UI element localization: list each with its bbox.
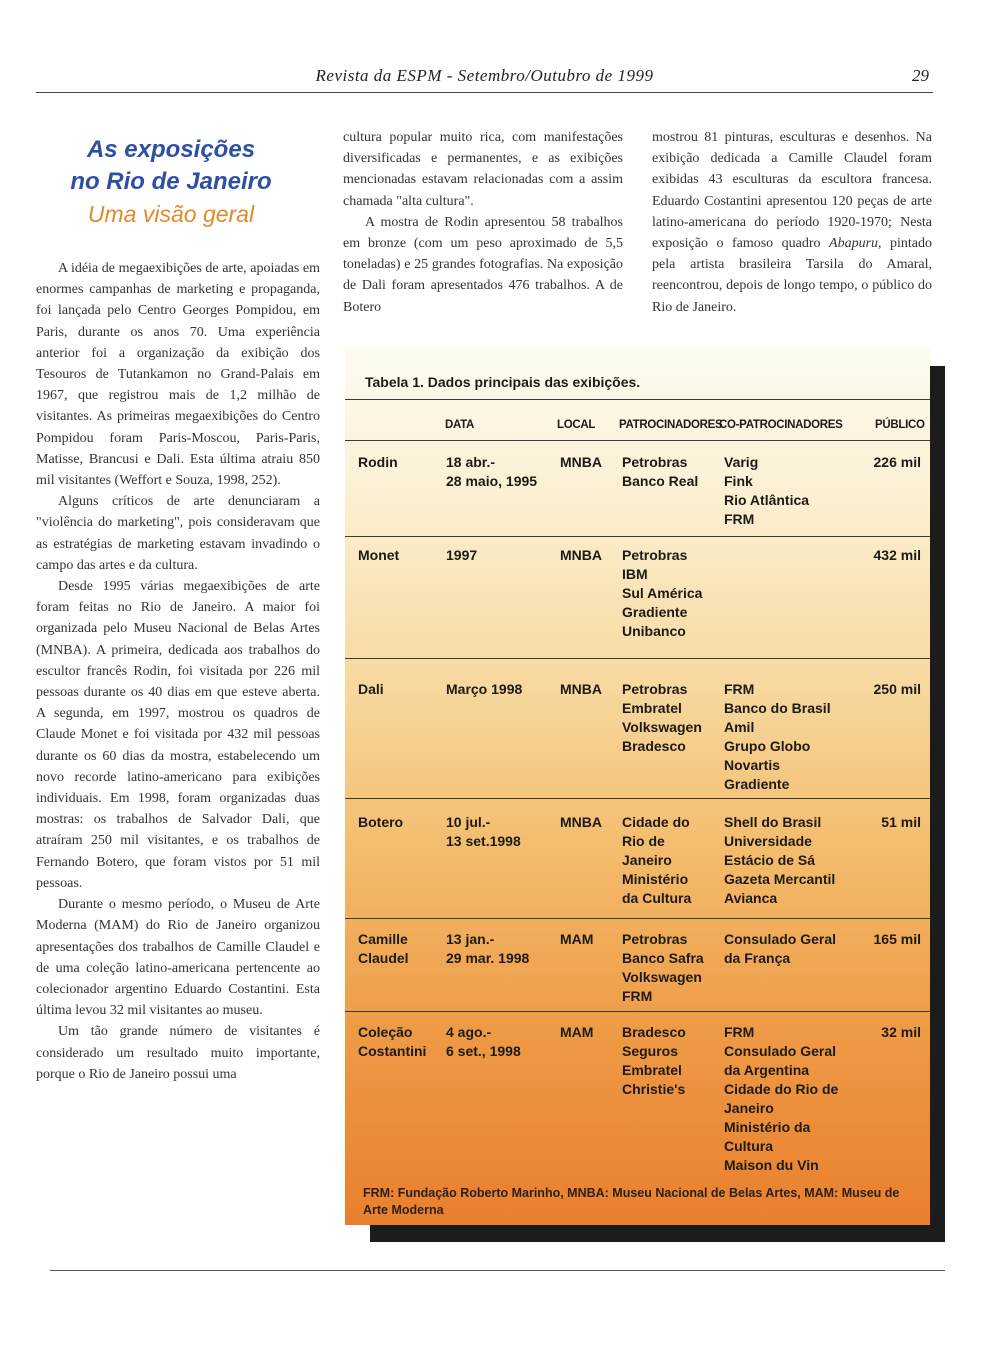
article-title-line-1: As exposições bbox=[86, 136, 256, 163]
row-divider bbox=[345, 1011, 930, 1012]
cell-line: Universidade bbox=[724, 833, 812, 849]
page-number: 29 bbox=[912, 66, 929, 85]
cell-name bbox=[358, 546, 399, 565]
cell-line: Rio de bbox=[622, 833, 665, 849]
cell-line: FRM bbox=[724, 681, 755, 697]
cell-public: 32 mil bbox=[881, 1024, 921, 1040]
cell-name bbox=[358, 453, 398, 472]
cell-sponsors bbox=[622, 546, 702, 641]
cell-line: da Argentina bbox=[724, 1062, 810, 1078]
journal-title: Revista da ESPM - Setembro/Outubro de 1999 bbox=[315, 66, 654, 85]
cell-line: Embratel bbox=[622, 1062, 682, 1078]
text-column-3 bbox=[652, 127, 932, 318]
cell-line: Claudel bbox=[358, 950, 409, 966]
cell-line: Março 1998 bbox=[446, 681, 523, 697]
cell-line: Cidade do Rio de bbox=[724, 1081, 839, 1097]
cell-line: Ministério da bbox=[724, 1119, 811, 1135]
cell-name bbox=[358, 813, 403, 832]
cell-local: MNBA bbox=[560, 547, 602, 563]
cell-line: da Cultura bbox=[622, 890, 692, 906]
cell-line: Volkswagen bbox=[622, 969, 702, 985]
cell-name bbox=[358, 680, 384, 699]
cell-line: Camille bbox=[358, 931, 408, 947]
paragraph: A mostra de Rodin apresentou 58 trabalhos em bronze (com um peso aproximado de 5,5 toneladas) e 25 grandes fotografias. Na exposição de Dali foram apresentados 476 trabalhos. A de Botero bbox=[343, 214, 623, 315]
cell-line: Consulado Geral bbox=[724, 931, 837, 947]
table-rule bbox=[345, 399, 930, 400]
cell-line: Gazeta Mercantil bbox=[724, 871, 836, 887]
cell-line: Petrobras bbox=[622, 681, 688, 697]
cell-cosponsors bbox=[724, 930, 836, 968]
cell-local: MNBA bbox=[560, 814, 602, 830]
cell-date bbox=[446, 1023, 521, 1061]
cell-line: Costantini bbox=[358, 1043, 427, 1059]
footer-rule bbox=[50, 1270, 945, 1271]
cell-cosponsors bbox=[724, 813, 835, 908]
cell-line: 13 jan.- bbox=[446, 931, 495, 947]
cell-line: Ministério bbox=[622, 871, 689, 887]
cell-cosponsors bbox=[724, 680, 831, 794]
paragraph: Desde 1995 várias megaexibições de arte foram feitas no Rio de Janeiro. A maior foi organizada pelo Museu Nacional de Belas Artes (MNBA). A primeira, dedicada aos trabalhos do escultor francês Rodin, foi visitada por 226 mil pessoas durante os 40 dias em que esteve aberta. A segunda, em 1997, mostrou os quadros de Claude Monet e foi visitada por 432 mil pessoas durante os 60 dias da mostra, estabelecendo um novo recorde latino-americano para exibições individuais. Em 1998, foram organizadas duas mostras: os trabalhos de Salvador Dali, que atraíram 250 mil visitantes, e os trabalhos de Fernando Botero, que foram vistos por 51 mil pessoas. bbox=[36, 579, 320, 891]
cell-line: Unibanco bbox=[622, 623, 686, 639]
cell-line: Janeiro bbox=[622, 852, 672, 868]
cell-line: Sul América bbox=[622, 585, 703, 601]
cell-public: 432 mil bbox=[873, 547, 921, 563]
cell-public: 165 mil bbox=[873, 931, 921, 947]
cell-line: Avianca bbox=[724, 890, 778, 906]
cell-sponsors bbox=[622, 1023, 686, 1099]
cell-sponsors bbox=[622, 813, 691, 908]
article-subtitle: Uma visão geral bbox=[87, 201, 255, 227]
cell-line: FRM bbox=[724, 1024, 755, 1040]
cell-line: Monet bbox=[358, 547, 400, 563]
cell-date bbox=[446, 546, 477, 565]
header-local: LOCAL bbox=[557, 419, 596, 431]
cell-line: Petrobras bbox=[622, 454, 688, 470]
cell-name bbox=[358, 1023, 426, 1061]
page-header bbox=[36, 62, 933, 93]
cell-line: Gradiente bbox=[724, 776, 790, 792]
header-patrocinadores: PATROCINADORES bbox=[619, 419, 723, 431]
cell-line: 6 set., 1998 bbox=[446, 1043, 521, 1059]
cell-line: Embratel bbox=[622, 700, 682, 716]
cell-line: Grupo Globo bbox=[724, 738, 811, 754]
cell-line: 4 ago.- bbox=[446, 1024, 492, 1040]
cell-public: 250 mil bbox=[873, 681, 921, 697]
cell-line: Estácio de Sá bbox=[724, 852, 816, 868]
row-divider bbox=[345, 918, 930, 919]
cell-line: da França bbox=[724, 950, 791, 966]
cell-line: Seguros bbox=[622, 1043, 679, 1059]
cell-public: 226 mil bbox=[873, 454, 921, 470]
cell-line: Fink bbox=[724, 473, 753, 489]
paragraph: cultura popular muito rica, com manifestações diversificadas e permanentes, e as exibições mencionadas estavam relacionadas com a assim chamada "alta cultura". bbox=[343, 130, 623, 209]
header-copatrocinadores: CO-PATROCINADORES bbox=[719, 419, 843, 431]
article-title-block bbox=[36, 134, 306, 230]
row-divider bbox=[345, 536, 930, 537]
cell-line: Rodin bbox=[358, 454, 398, 470]
paragraph-text: mostrou 81 pinturas, esculturas e desenhos. Na exibição dedicada a Camille Claudel foram exibidas 43 esculturas da escultora francesa. Eduardo Costantini apresentou 120 peças de arte latino-americana do período 1920-1970; Nesta exposição o famoso quadro bbox=[652, 130, 932, 252]
cell-line: Coleção bbox=[358, 1024, 413, 1040]
cell-line: Amil bbox=[724, 719, 755, 735]
cell-sponsors bbox=[622, 453, 698, 491]
header-publico: PÚBLICO bbox=[875, 419, 925, 431]
cell-local: MNBA bbox=[560, 681, 602, 697]
cell-line: Petrobras bbox=[622, 547, 688, 563]
cell-line: 18 abr.- bbox=[446, 454, 496, 470]
cell-line: Bradesco bbox=[622, 738, 686, 754]
cell-cosponsors bbox=[724, 453, 809, 529]
row-divider bbox=[345, 658, 930, 659]
cell-date bbox=[446, 680, 522, 699]
cell-line: 13 set.1998 bbox=[446, 833, 521, 849]
cell-line: FRM bbox=[622, 988, 653, 1004]
cell-line: Varig bbox=[724, 454, 759, 470]
cell-line: Banco Safra bbox=[622, 950, 704, 966]
table-footnote: FRM: Fundação Roberto Marinho, MNBA: Museu Nacional de Belas Artes, MAM: Museu de Arte Moderna bbox=[363, 1186, 900, 1217]
paragraph bbox=[652, 127, 932, 318]
text-column-1 bbox=[36, 258, 320, 1085]
cell-line: Bradesco bbox=[622, 1024, 686, 1040]
cell-date bbox=[446, 453, 537, 491]
paragraph: A idéia de megaexibições de arte, apoiadas em enormes campanhas de marketing e propaganda, foi lançada pelo Centro Georges Pompidou, em Paris, durante os anos 70. Uma experiência anterior foi a organização da exibição dos Tesouros de Tutankamon no Grand-Palais em 1967, que registrou mais de 1,2 milhão de visitantes. As primeiras megaexibições do Centro Pompidou foram Paris-Moscou, Paris-Paris, Matisse, Brancusi e Dali. Esta última atraiu 850 mil visitantes (Weffort e Souza, 1998, 252). bbox=[36, 261, 320, 489]
cell-sponsors bbox=[622, 930, 704, 1006]
cell-line: Volkswagen bbox=[622, 719, 702, 735]
cell-line: 28 maio, 1995 bbox=[446, 473, 538, 489]
cell-line: Petrobras bbox=[622, 931, 688, 947]
cell-line: Banco Real bbox=[622, 473, 699, 489]
cell-line: Banco do Brasil bbox=[724, 700, 831, 716]
row-divider bbox=[345, 798, 930, 799]
cell-line: Maison du Vin bbox=[724, 1157, 819, 1173]
cell-line: Consulado Geral bbox=[724, 1043, 837, 1059]
cell-line: Janeiro bbox=[724, 1100, 774, 1116]
cell-local: MAM bbox=[560, 931, 594, 947]
cell-date bbox=[446, 813, 521, 851]
cell-line: Botero bbox=[358, 814, 404, 830]
cell-line: Novartis bbox=[724, 757, 781, 773]
cell-line: IBM bbox=[622, 566, 648, 582]
cell-line: Christie's bbox=[622, 1081, 686, 1097]
cell-date bbox=[446, 930, 529, 968]
cell-line: FRM bbox=[724, 511, 755, 527]
cell-sponsors bbox=[622, 680, 702, 756]
cell-local: MAM bbox=[560, 1024, 594, 1040]
table-title: Tabela 1. Dados principais das exibições. bbox=[365, 374, 641, 390]
cell-line: Gradiente bbox=[622, 604, 688, 620]
cell-line: Rio Atlântica bbox=[724, 492, 810, 508]
cell-line: Cultura bbox=[724, 1138, 773, 1154]
paragraph-text: , pintado pela artista brasileira Tarsila do Amaral, reencontrou, depois de longo tempo, o público do Rio de Janeiro. bbox=[652, 236, 932, 315]
cell-public: 51 mil bbox=[881, 814, 921, 830]
header-data: DATA bbox=[445, 419, 475, 431]
cell-line: 1997 bbox=[446, 547, 478, 563]
cell-line: Dali bbox=[358, 681, 384, 697]
cell-cosponsors bbox=[724, 1023, 838, 1175]
exhibitions-table bbox=[345, 347, 930, 1225]
cell-name bbox=[358, 930, 409, 968]
cell-line: 29 mar. 1998 bbox=[446, 950, 530, 966]
table-rule bbox=[345, 440, 930, 441]
article-title-line-2: no Rio de Janeiro bbox=[70, 168, 272, 195]
paragraph: Um tão grande número de visitantes é considerado um resultado muito importante, porque o Rio de Janeiro possui uma bbox=[36, 1024, 320, 1082]
cell-local: MNBA bbox=[560, 454, 602, 470]
text-column-2 bbox=[343, 127, 623, 318]
paragraph: Alguns críticos de arte denunciaram a "violência do marketing", pois consideravam que as estratégias de marketing estavam invadindo o campo das artes e da cultura. bbox=[36, 494, 320, 573]
cell-line: Cidade do bbox=[622, 814, 690, 830]
cell-line: Shell do Brasil bbox=[724, 814, 822, 830]
paragraph: Durante o mesmo período, o Museu de Arte Moderna (MAM) do Rio de Janeiro organizou apresentações dos trabalhos de Camille Claudel e de uma coleção latino-americana pertencente ao colecionador argentino Eduardo Costantini. Esta última levou 32 mil visitantes ao museu. bbox=[36, 897, 320, 1019]
painting-title: Abapuru bbox=[829, 236, 879, 252]
cell-line: 10 jul.- bbox=[446, 814, 491, 830]
